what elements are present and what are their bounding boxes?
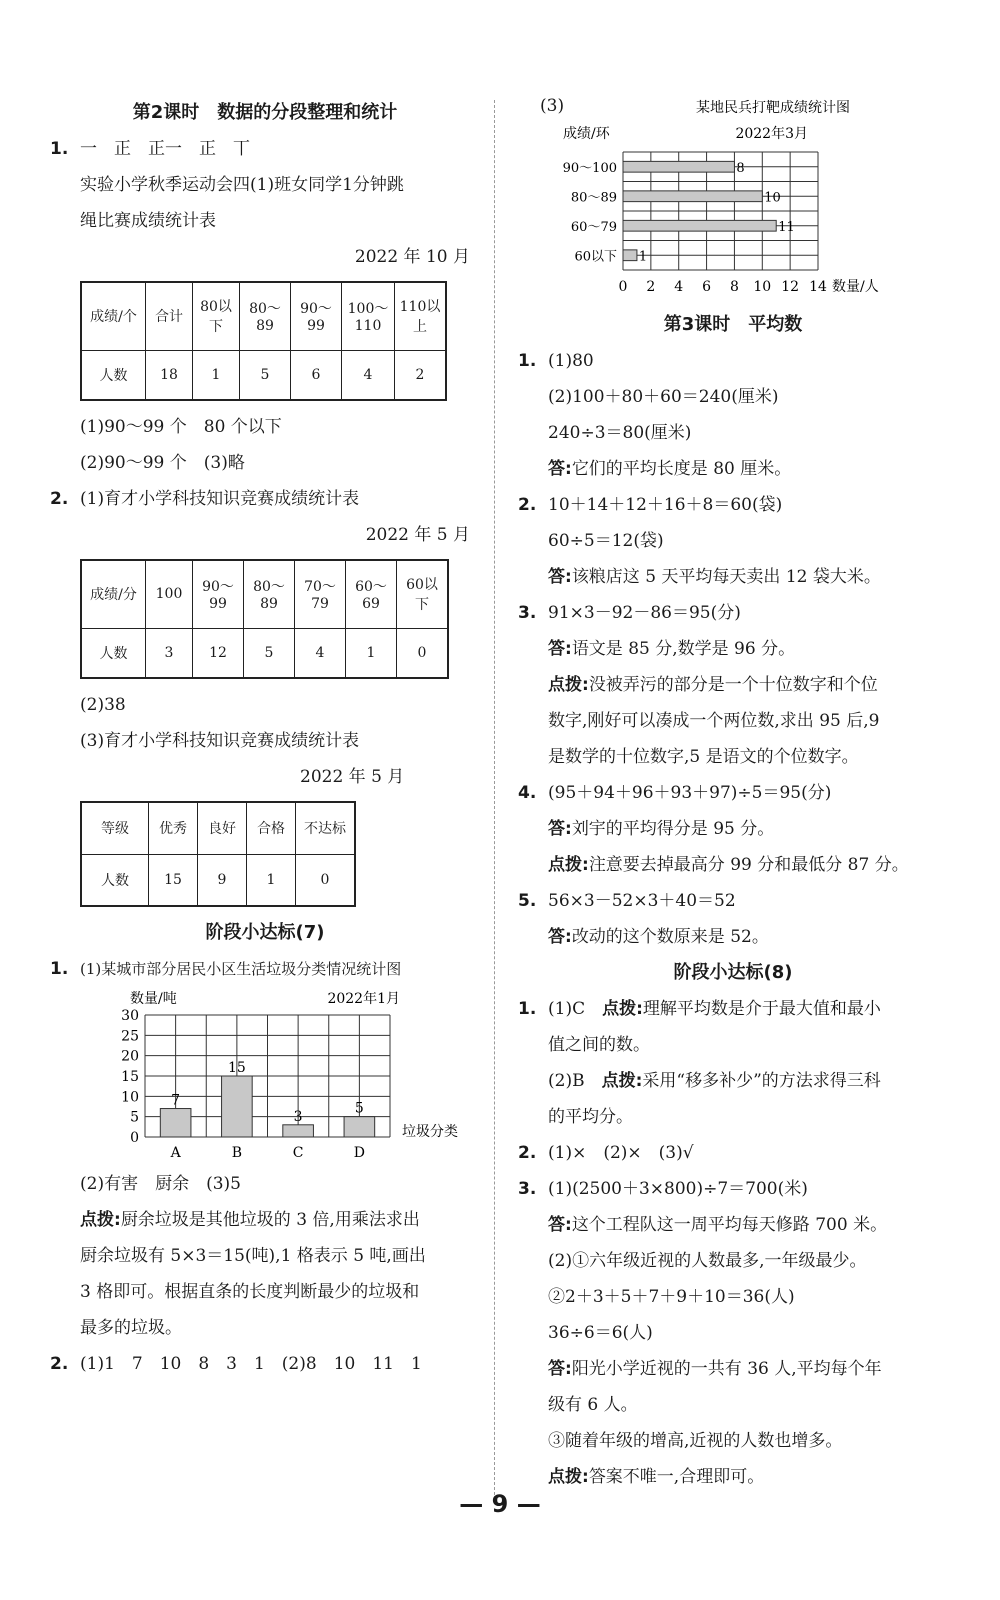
stat-table-2 (80, 559, 449, 679)
chart-date: 2022年1月 (327, 991, 400, 1007)
x-tick-label: A (170, 1145, 181, 1161)
bar-value-label: 8 (736, 160, 745, 176)
tip-text: 答案不唯一,合理即可。 (588, 1467, 765, 1487)
table-cell: 110以上 (395, 282, 447, 350)
question-number: (3) (540, 96, 565, 116)
answer-line: 56×3－52×3＋40＝52 (548, 891, 736, 911)
answer-line: 91×3－92－86＝95(分) (548, 603, 741, 623)
answer-text: 级有 6 人。 (548, 1395, 638, 1415)
answer-line: (1)× (2)× (3)√ (548, 1143, 694, 1163)
tip-text: 没被弄污的部分是一个十位数字和个位 (588, 675, 878, 695)
bar-value-label: 11 (778, 219, 795, 235)
column-divider (494, 100, 495, 1495)
table-cell: 90～99 (291, 282, 342, 350)
table-cell: 人数 (81, 628, 146, 678)
chart-xlabel: 垃圾分类 (402, 1124, 458, 1140)
table-cell: 0 (397, 628, 449, 678)
table-cell: 3 (146, 628, 193, 678)
y-tick-label: 10 (121, 1089, 139, 1106)
x-tick-label: C (292, 1145, 304, 1161)
chart-caption: (1)某城市部分居民小区生活垃圾分类情况统计图 (80, 960, 402, 978)
bar-chart-garbage (50, 987, 458, 1162)
y-tick-label: 15 (121, 1069, 139, 1085)
answer-line: 36÷6＝6(人) (548, 1323, 653, 1343)
y-tick-label: 60～79 (570, 219, 617, 235)
answer-line: (2)有害 厨余 (3)5 (80, 1174, 241, 1194)
table-cell: 等级 (81, 802, 149, 854)
bar-C (283, 1125, 314, 1137)
answer-line: ③随着年级的增高,近视的人数也增多。 (548, 1431, 843, 1451)
question-number: 4. (518, 783, 537, 803)
table-cell: 2 (395, 350, 447, 400)
answer-text: 阳光小学近视的一共有 36 人,平均每个年 (571, 1359, 882, 1379)
answer-line: 240÷3＝80(厘米) (548, 423, 692, 443)
table-cell: 9 (198, 854, 247, 906)
tip-text: 3 格即可。根据直条的长度判断最少的垃圾和 (80, 1282, 420, 1302)
table-cell: 60以下 (397, 560, 449, 628)
y-tick-label: 60以下 (574, 249, 617, 265)
chart-ylabel: 成绩/环 (563, 126, 610, 142)
table-cell: 5 (244, 628, 295, 678)
tip-text: 的平均分。 (548, 1107, 633, 1127)
chart-ylabel: 数量/吨 (130, 991, 177, 1007)
left-column (50, 95, 480, 1382)
x-tick-label: 8 (729, 279, 739, 295)
answer-line: 10＋14＋12＋16＋8＝60(袋) (548, 495, 783, 515)
tip-text: 最多的垃圾。 (80, 1318, 182, 1338)
tip-text: 厨余垃圾有 5×3＝15(吨),1 格表示 5 吨,画出 (80, 1246, 426, 1266)
table-cell: 成绩/个 (81, 282, 146, 350)
table-title: (1)育才小学科技知识竞赛成绩统计表 (80, 489, 360, 509)
answer-text: 这个工程队这一周平均每天修路 700 米。 (571, 1215, 888, 1235)
tip-label: 点拨: (602, 999, 643, 1019)
question-number: 1. (50, 139, 69, 159)
question-number: 1. (518, 351, 537, 371)
tip-text: 采用“移多补少”的方法求得三科 (642, 1071, 881, 1091)
answer-line: (1)80 (548, 351, 594, 371)
question-number: 2. (50, 1354, 69, 1374)
table-title: 绳比赛成绩统计表 (80, 211, 216, 231)
answer-line: 60÷5＝12(袋) (548, 531, 664, 551)
answer-label: 答: (548, 1215, 572, 1235)
answer-line: (2)38 (80, 695, 126, 715)
x-tick-label: 0 (618, 279, 628, 295)
stat-table-3 (80, 801, 356, 907)
answer-line: (1)90～99 个 80 个以下 (80, 417, 282, 437)
stat-table-1 (80, 281, 447, 401)
tip-text: 数字,刚好可以凑成一个两位数,求出 95 后,9 (548, 711, 880, 731)
question-number: 1. (50, 959, 69, 979)
answer-line: ②2＋3＋5＋7＋9＋10＝36(人) (548, 1287, 795, 1307)
tip-text: 理解平均数是介于最大值和最小 (642, 999, 881, 1019)
table-cell: 0 (296, 854, 356, 906)
bar-90～100 (623, 161, 734, 172)
bar-B (222, 1076, 253, 1137)
answer-line: (1)(2500＋3×800)÷7＝700(米) (548, 1179, 808, 1199)
table-cell: 80以下 (193, 282, 240, 350)
answer-line: (2)B (548, 1071, 602, 1091)
x-tick-label: 14 (809, 279, 827, 295)
table-cell: 合计 (146, 282, 193, 350)
answer-label: 答: (548, 567, 572, 587)
y-tick-label: 30 (121, 1008, 139, 1024)
question-number: 2. (50, 489, 69, 509)
tip-text: 厨余垃圾是其他垃圾的 3 倍,用乘法求出 (120, 1210, 420, 1230)
tip-text: 注意要去掉最高分 99 分和最低分 87 分。 (588, 855, 909, 875)
table-cell: 4 (295, 628, 346, 678)
tip-label: 点拨: (601, 1071, 643, 1091)
answer-label: 答: (548, 639, 572, 659)
answer-text: 改动的这个数原来是 52。 (571, 927, 769, 947)
answer-line: (2)100＋80＋60＝240(厘米) (548, 387, 779, 407)
table-cell: 90～99 (193, 560, 244, 628)
question-number: 3. (518, 1179, 537, 1199)
question-number: 5. (518, 891, 537, 911)
x-tick-label: 6 (702, 279, 712, 295)
table-date: 2022 年 5 月 (300, 767, 405, 787)
bar-value-label: 7 (171, 1092, 181, 1109)
table-cell: 合格 (247, 802, 296, 854)
x-tick-label: B (231, 1145, 243, 1161)
table-cell: 100 (146, 560, 193, 628)
answer-line: (2)90～99 个 (3)略 (80, 453, 245, 473)
x-tick-label: D (353, 1145, 365, 1161)
tip-label: 点拨: (548, 675, 589, 695)
x-tick-label: 2 (646, 279, 656, 295)
chart-title: 某地民兵打靶成绩统计图 (696, 100, 850, 116)
answer-text: 刘宇的平均得分是 95 分。 (571, 819, 775, 839)
y-tick-label: 20 (121, 1048, 139, 1065)
table-cell: 12 (193, 628, 244, 678)
table-cell: 80～89 (244, 560, 295, 628)
bar-value-label: 3 (293, 1108, 303, 1125)
bar-60～79 (623, 220, 776, 231)
x-tick-label: 12 (781, 279, 800, 295)
bar-value-label: 15 (227, 1060, 246, 1076)
answer-line: (1)C (548, 999, 603, 1019)
table-title: (3)育才小学科技知识竞赛成绩统计表 (80, 731, 360, 751)
right-column (518, 92, 948, 1495)
table-cell: 成绩/分 (81, 560, 146, 628)
table-date: 2022 年 5 月 (365, 525, 470, 545)
table-cell: 100～110 (342, 282, 395, 350)
table-title: 实验小学秋季运动会四(1)班女同学1分钟跳 (80, 175, 404, 195)
table-cell: 人数 (81, 854, 149, 906)
table-cell: 80～89 (240, 282, 291, 350)
answer-label: 答: (548, 459, 572, 479)
table-cell: 不达标 (296, 802, 356, 854)
table-cell: 18 (146, 350, 193, 400)
tip-label: 点拨: (548, 855, 589, 875)
table-cell: 1 (247, 854, 296, 906)
table-cell: 60～69 (346, 560, 397, 628)
bar-80～89 (623, 191, 762, 202)
table-cell: 1 (193, 350, 240, 400)
table-cell: 良好 (198, 802, 247, 854)
answer-line: (1)1 7 10 8 3 1 (2)8 10 11 1 (80, 1354, 422, 1374)
x-tick-label: 10 (753, 279, 772, 295)
answer-text: 它们的平均长度是 80 厘米。 (571, 459, 792, 479)
bar-A (160, 1109, 191, 1137)
question-number: 2. (518, 1143, 537, 1163)
table-cell: 15 (149, 854, 198, 906)
answer-line: (95＋94＋96＋93＋97)÷5＝95(分) (548, 783, 832, 803)
hbar-chart-shooting (518, 92, 938, 307)
table-cell: 5 (240, 350, 291, 400)
table-cell: 6 (291, 350, 342, 400)
tip-text: 值之间的数。 (548, 1035, 650, 1055)
table-cell: 人数 (81, 350, 146, 400)
x-tick-label: 4 (674, 279, 684, 295)
stage8-title: 阶段小达标(8) (673, 962, 793, 983)
bar-60以下 (623, 250, 637, 261)
bar-value-label: 1 (638, 249, 648, 265)
answer-line: (2)①六年级近视的人数最多,一年级最少。 (548, 1251, 867, 1271)
question-number: 2. (518, 495, 537, 515)
tally-marks: 一 正 正一 正 丅 (80, 139, 250, 159)
y-tick-label: 80～89 (570, 190, 617, 206)
table-date: 2022 年 10 月 (354, 247, 470, 267)
y-tick-label: 25 (121, 1028, 139, 1045)
page-number: — 9 — (459, 1490, 541, 1518)
chart-xlabel: 数量/人 (832, 279, 879, 295)
answer-label: 答: (548, 1359, 572, 1379)
tip-label: 点拨: (548, 1467, 589, 1487)
lesson2-title: 第2课时 数据的分段整理和统计 (132, 102, 398, 123)
answer-text: 该粮店这 5 天平均每天卖出 12 袋大米。 (571, 567, 881, 587)
y-tick-label: 5 (130, 1109, 139, 1126)
bar-value-label: 10 (764, 190, 781, 206)
bar-D (344, 1117, 375, 1137)
table-cell: 优秀 (149, 802, 198, 854)
answer-label: 答: (548, 927, 572, 947)
tip-label: 点拨: (80, 1210, 121, 1230)
lesson3-title: 第3课时 平均数 (663, 314, 803, 335)
table-cell: 70～79 (295, 560, 346, 628)
y-tick-label: 0 (130, 1130, 139, 1146)
question-number: 1. (518, 999, 537, 1019)
chart-date: 2022年3月 (735, 126, 808, 142)
table-cell: 4 (342, 350, 395, 400)
table-cell: 1 (346, 628, 397, 678)
stage7-title: 阶段小达标(7) (205, 922, 325, 943)
answer-text: 语文是 85 分,数学是 96 分。 (571, 639, 796, 659)
tip-text: 是数学的十位数字,5 是语文的个位数字。 (548, 747, 859, 767)
y-tick-label: 90～100 (562, 160, 617, 176)
answer-label: 答: (548, 819, 572, 839)
bar-value-label: 5 (354, 1100, 364, 1117)
question-number: 3. (518, 603, 537, 623)
